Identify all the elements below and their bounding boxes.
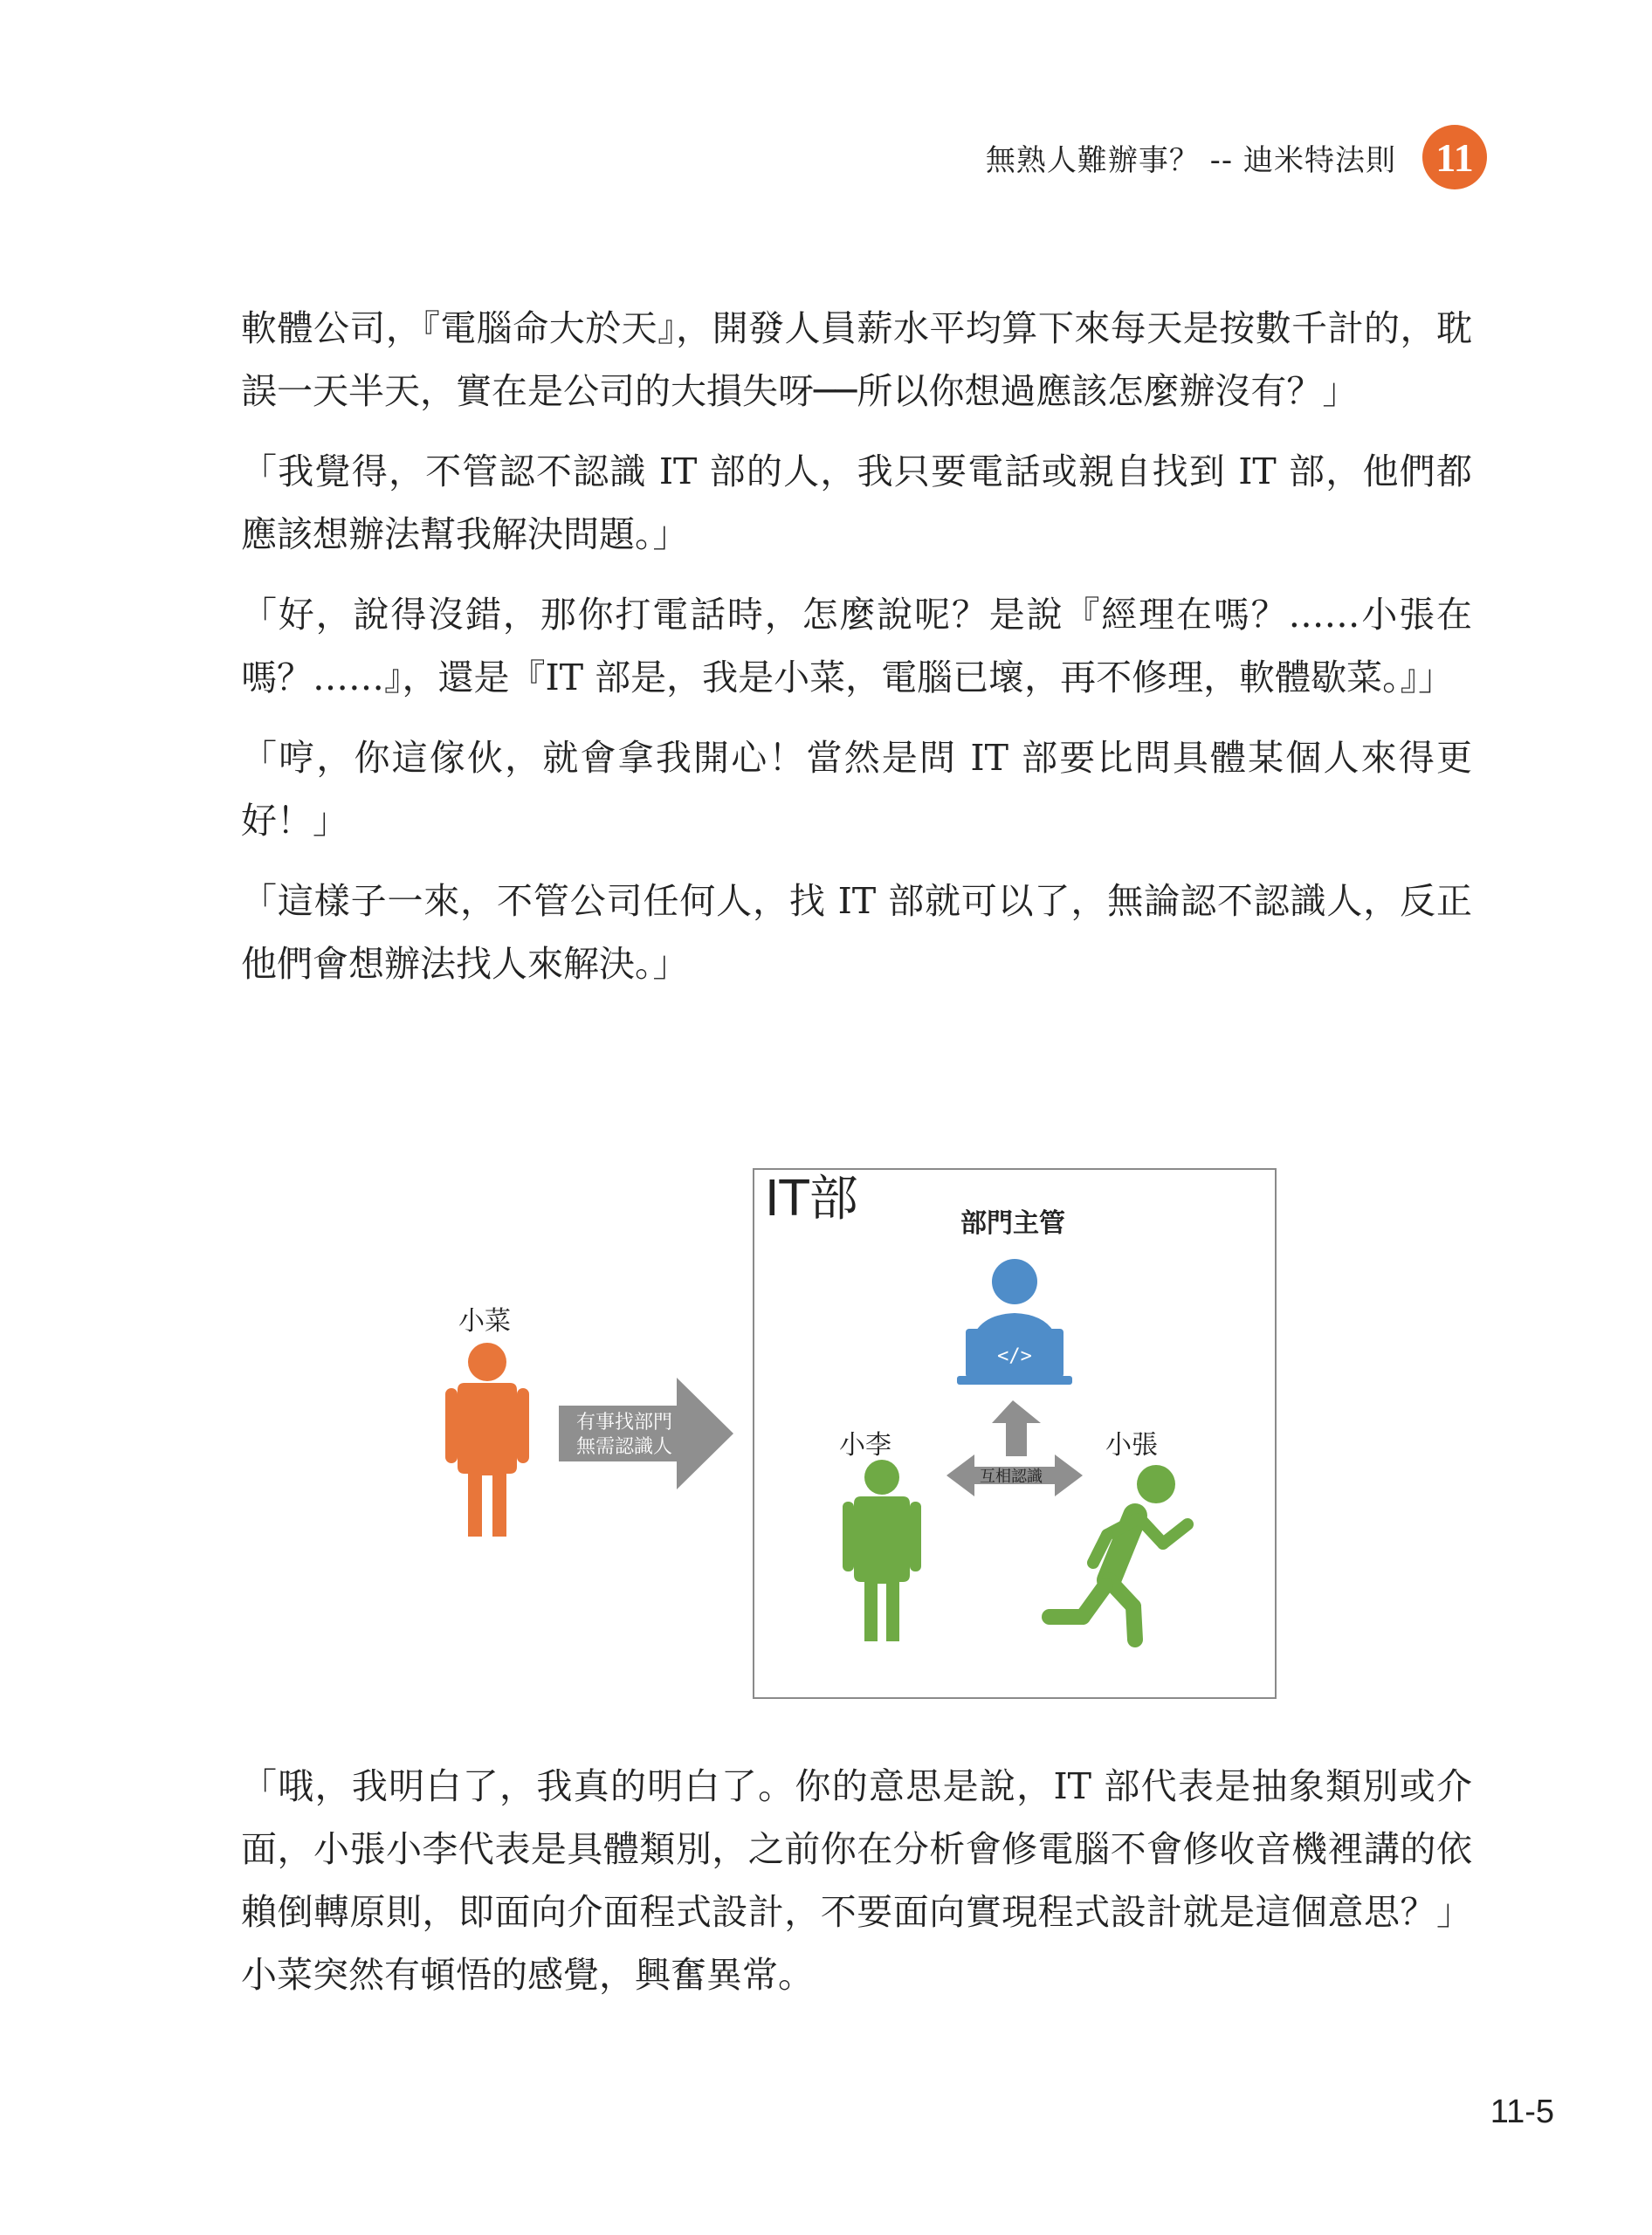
paragraph: 「哼，你這傢伙，就會拿我開心！當然是問 IT 部要比問具體某個人來得更好！」 <box>241 737 1472 842</box>
xiaozhang-label: 小張 <box>1105 1430 1158 1461</box>
mutual-acquaintance-label: 互相認識 <box>980 1468 1043 1486</box>
it-department-figure <box>437 1152 1292 1711</box>
closing-paragraph-block <box>241 1755 1472 2024</box>
paragraph: 「這樣子一來，不管公司任何人，找 IT 部就可以了，無論認不認識人，反正他們會想辦法找人來解決。」 <box>241 880 1472 985</box>
arrow-text-line1: 有事找部門 <box>576 1412 673 1434</box>
manager-label: 部門主管 <box>960 1208 1065 1239</box>
chapter-number-badge: 11 <box>1422 125 1487 189</box>
paragraph: 「好，說得沒錯，那你打電話時，怎麼說呢？是說『經理在嗎？……小張在嗎？……』，還是『IT 部是，我是小菜，電腦已壞，再不修理，軟體歇菜。』」 <box>241 594 1472 698</box>
running-header <box>986 122 1487 192</box>
arrow-text-line2: 無需認識人 <box>576 1436 673 1458</box>
code-symbol: </> <box>997 1345 1032 1367</box>
chapter-title: 無熟人難辦事？ -- 迪米特法則 <box>985 142 1396 178</box>
paragraph: 「哦，我明白了，我真的明白了。你的意思是說，IT 部代表是抽象類別或介面，小張小李代表是具體類別，之前你在分析會修電腦不會修收音機裡講的依賴倒轉原則，即面向介面程式設計，不要面向實現程式設計就是這個意思？」小菜突然有頓悟的感覺，興奮異常。 <box>241 1765 1472 1996</box>
xiaozhang-running-icon <box>1050 1465 1187 1640</box>
page-number: 11-5 <box>1490 2094 1554 2130</box>
paragraph: 「我覺得，不管認不認識 IT 部的人，我只要電話或親自找到 IT 部，他們都應該想辦法幫我解決問題。」 <box>241 450 1472 555</box>
paragraph: 軟體公司，『電腦命大於天』，開發人員薪水平均算下來每天是按數千計的，耽誤一天半天，實在是公司的大損失呀──所以你想過應該怎麼辦沒有？」 <box>241 307 1472 412</box>
manager-coder-icon <box>957 1259 1072 1385</box>
xiaocai-person-icon <box>445 1343 529 1537</box>
body-text <box>241 297 1472 1013</box>
it-box-title: IT部 <box>765 1171 858 1228</box>
xiaoli-person-icon <box>843 1460 921 1641</box>
xiaocai-label: 小菜 <box>458 1306 511 1337</box>
xiaoli-label: 小李 <box>839 1430 891 1461</box>
